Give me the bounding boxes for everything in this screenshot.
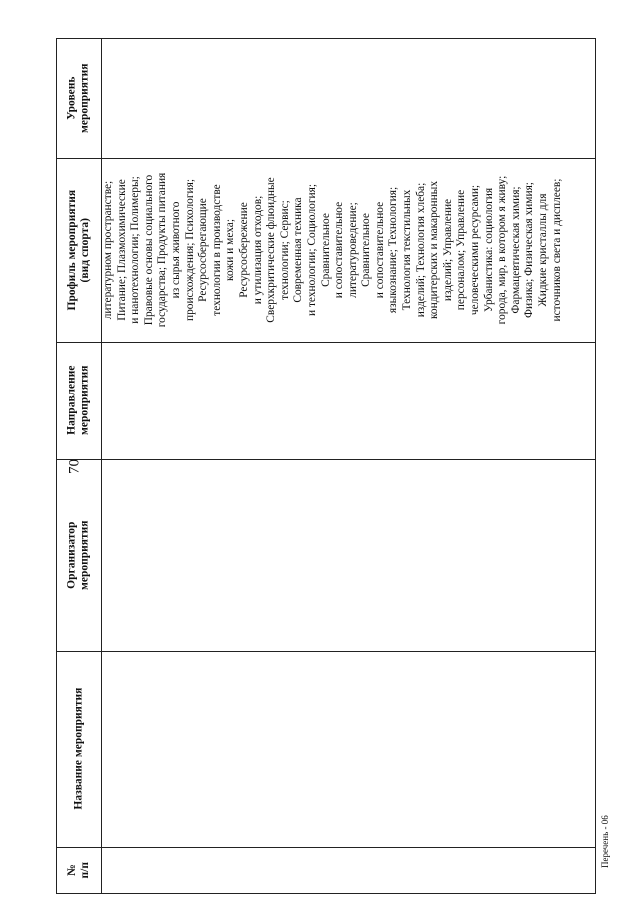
- profile-line: из сырья животного: [169, 201, 182, 299]
- profile-line: Сравнительное: [319, 213, 332, 287]
- profile-line: и технологии; Социология;: [305, 184, 318, 316]
- profile-line: и нанотехнологии; Полимеры;: [129, 176, 142, 324]
- header-name-label: Название мероприятия: [72, 688, 85, 810]
- profile-line: литературном пространстве;: [102, 180, 114, 320]
- column-divider: [57, 651, 595, 652]
- profile-line: изделий; Управление: [441, 198, 454, 302]
- column-divider: [57, 459, 595, 460]
- profile-line: Ресурсосбережение: [237, 202, 250, 298]
- column-divider: [57, 342, 595, 343]
- profile-line: персоналом; Управление: [455, 189, 468, 311]
- header-profile-label: Профиль мероприятия (вид спорта): [65, 189, 91, 311]
- profile-line: и сопоставительное: [373, 201, 386, 299]
- profile-line: кондитерских и макаронных: [428, 180, 441, 320]
- header-level-label: Уровень мероприятия: [65, 63, 92, 134]
- profile-text: [102, 158, 596, 342]
- profile-line: Ресурсосберегающие: [197, 198, 210, 302]
- events-table: [56, 38, 596, 894]
- header-direction-label: Направление мероприятия: [65, 365, 92, 436]
- profile-line: государства; Продукты питания: [156, 172, 169, 328]
- profile-line: и сопоставительное: [333, 201, 346, 299]
- profile-line: Фармацевтическая химия;: [509, 186, 522, 314]
- header-profile: [57, 158, 101, 342]
- header-direction: [57, 342, 101, 459]
- profile-line: Физика; Физическая химия;: [523, 182, 536, 318]
- header-number: [57, 847, 101, 893]
- profile-cell: [102, 158, 596, 342]
- header-level: [57, 39, 101, 158]
- profile-line: технологии; Сервис;: [278, 200, 291, 300]
- profile-line: кожи и меха;: [224, 219, 237, 282]
- profile-line: источников света и дисплеев;: [550, 178, 563, 322]
- profile-line: Современная техника: [292, 197, 305, 303]
- header-organizer: [57, 459, 101, 651]
- profile-line: технологии в производстве: [210, 184, 223, 316]
- profile-line: литературоведение;: [346, 202, 359, 298]
- profile-line: языкознание; Технология;: [387, 186, 400, 314]
- profile-line: города, мир, в котором я живу;: [496, 175, 509, 325]
- header-number-label: № п/п: [65, 861, 91, 879]
- profile-line: Правовые основы социального: [142, 174, 155, 326]
- page-number: 70: [66, 459, 83, 474]
- footer-label: Перечень - 06: [600, 815, 610, 868]
- profile-line: Сравнительное: [360, 213, 373, 287]
- profile-line: Урбанистика: социология: [482, 187, 495, 313]
- profile-line: Сверхкритические флюидные: [265, 177, 278, 323]
- profile-line: Технология текстильных: [401, 189, 414, 311]
- profile-line: Питание; Плазмохимические: [115, 179, 128, 321]
- profile-line: человеческими ресурсами;: [469, 184, 482, 316]
- profile-line: и утилизация отходов;: [251, 195, 264, 305]
- profile-line: изделий; Технология хлеба;: [414, 182, 427, 318]
- profile-line: происхождения; Психология;: [183, 178, 196, 322]
- profile-line: Жидкие кристаллы для: [537, 193, 549, 307]
- column-divider: [57, 847, 595, 848]
- header-name: [57, 651, 101, 847]
- header-organizer-label: Организатор мероприятия: [65, 520, 92, 590]
